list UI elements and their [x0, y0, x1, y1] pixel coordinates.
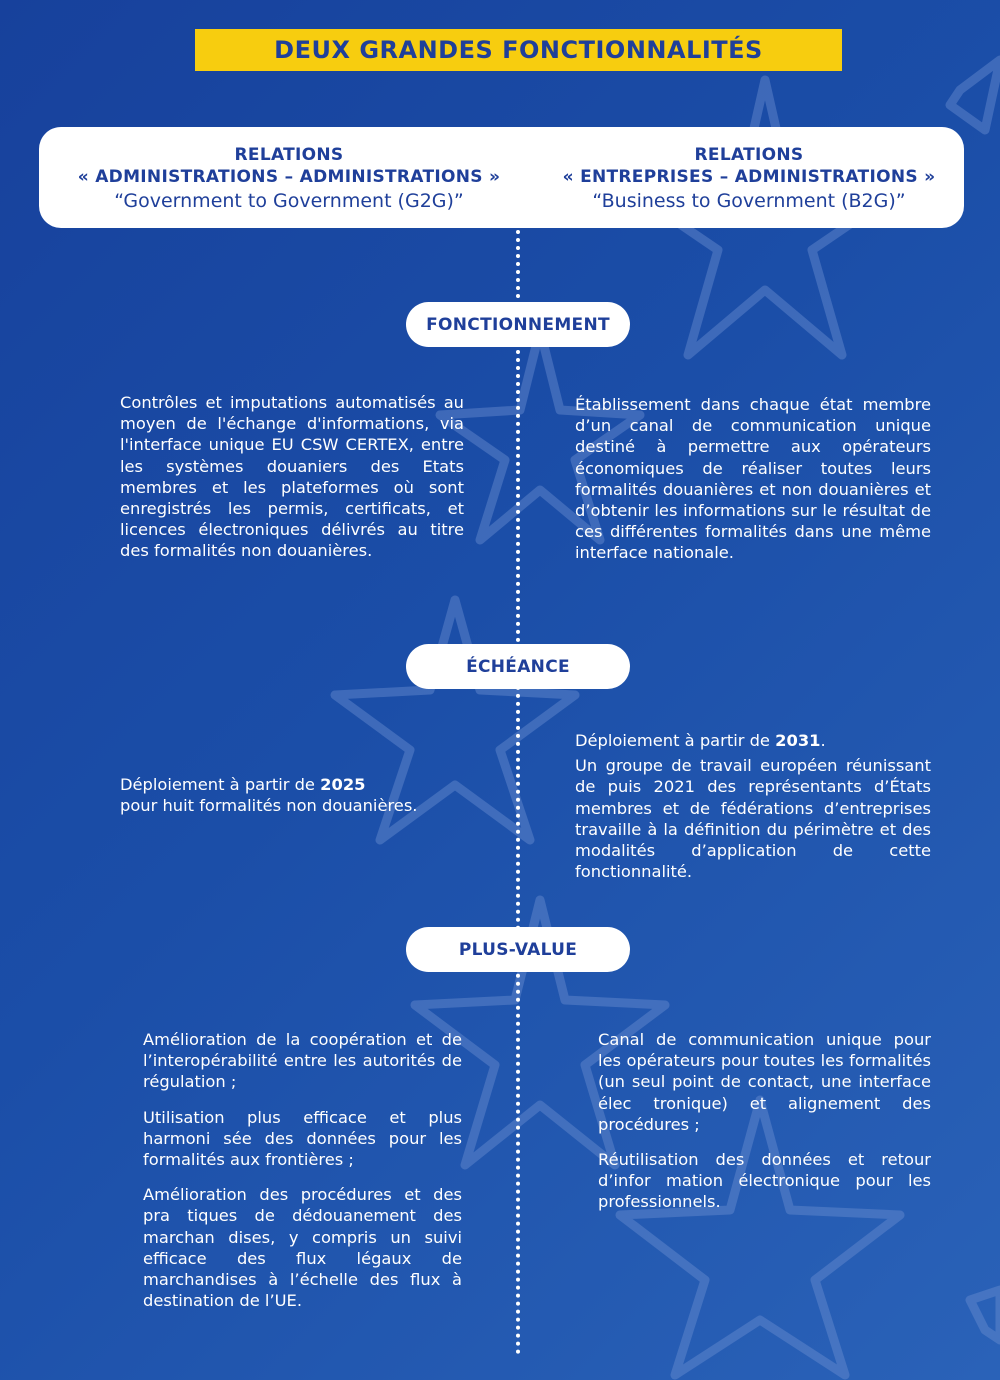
echeance-right-body: Un groupe de travail européen réunissant de puis 2021 des représentants d’États membres et de fédérations d’entreprises travaille à la définition du périmètre et des modalités d’application de cette fonctionnalité.: [575, 756, 931, 882]
header-left-line2: « ADMINISTRATIONS – ADMINISTRATIONS »: [77, 167, 501, 187]
section-pill-echeance: [406, 644, 630, 689]
dotted-divider: [516, 230, 520, 1355]
echeance-left-prefix: Déploiement à partir de: [120, 775, 315, 794]
echeance-right-text: [575, 730, 931, 882]
plus-value-left-item: Amélioration des procédures et des pra tiques de dédouanement des marchan dises, y compris un suivi efficace des flux légaux de marchandises à l’échelle des flux à destination de l’UE.: [143, 1185, 462, 1311]
fonctionnement-right-text: Établissement dans chaque état membre d’un canal de communication unique destiné à permettre aux opérateurs économiques de réaliser toutes leurs formalités douanières et non douanières et d’obtenir les informations sur le résultat de ces différentes formalités dans une même interface nationale.: [575, 395, 931, 563]
section-label: FONCTIONNEMENT: [426, 314, 610, 335]
plus-value-left-item: Amélioration de la coopération et de l’interopérabilité entre les autorités de régulation ;: [143, 1030, 462, 1092]
echeance-left-year: 2025: [320, 775, 366, 794]
header-right-line1: RELATIONS: [694, 145, 804, 165]
section-pill-plus-value: [406, 927, 630, 972]
header-left-line1: RELATIONS: [234, 145, 344, 165]
echeance-right-deploiement: [575, 730, 931, 751]
section-label: PLUS-VALUE: [458, 939, 578, 960]
header-card: [39, 127, 964, 228]
star-icon: [950, 60, 1000, 130]
echeance-right-year: 2031: [775, 731, 821, 750]
page-title: DEUX GRANDES FONCTIONNALITÉS: [274, 36, 763, 64]
plus-value-right-text: [598, 1029, 931, 1213]
plus-value-right-item: Canal de communication unique pour les opérateurs pour toutes les formalités (un seul point de contact, une interface élec tronique) et alignement des procédures ;: [598, 1030, 931, 1134]
fonctionnement-left-text: Contrôles et imputations automatisés au moyen de l'échange d'informations, via l'interface unique EU CSW CERTEX, entre les systèmes douaniers des Etats membres et les plateformes où sont enregistrés les permis, certificats, et licences électroniques délivrés au titre des formalités non douanières.: [120, 393, 464, 561]
section-pill-fonctionnement: [406, 302, 630, 347]
star-icon: [970, 1290, 1000, 1340]
echeance-left-suffix: pour huit formalités non douanières.: [120, 796, 418, 816]
title-banner: [195, 29, 842, 71]
plus-value-left-text: [143, 1029, 462, 1311]
header-left-line3: “Government to Government (G2G)”: [114, 190, 464, 212]
section-label: ÉCHÉANCE: [466, 656, 570, 677]
plus-value-right-item: Réutilisation des données et retour d’infor mation électronique pour les professionnels.: [598, 1150, 931, 1212]
plus-value-left-item: Utilisation plus efficace et plus harmoni sée des données pour les formalités aux frontières ;: [143, 1107, 462, 1170]
echeance-right-suffix: .: [820, 731, 826, 750]
header-right: [529, 144, 969, 215]
header-right-line2: « ENTREPRISES – ADMINISTRATIONS »: [562, 167, 936, 187]
header-left: [59, 144, 519, 215]
echeance-left-text: [120, 774, 464, 816]
header-right-line3: “Business to Government (B2G)”: [592, 190, 906, 212]
echeance-right-prefix: Déploiement à partir de: [575, 731, 770, 750]
